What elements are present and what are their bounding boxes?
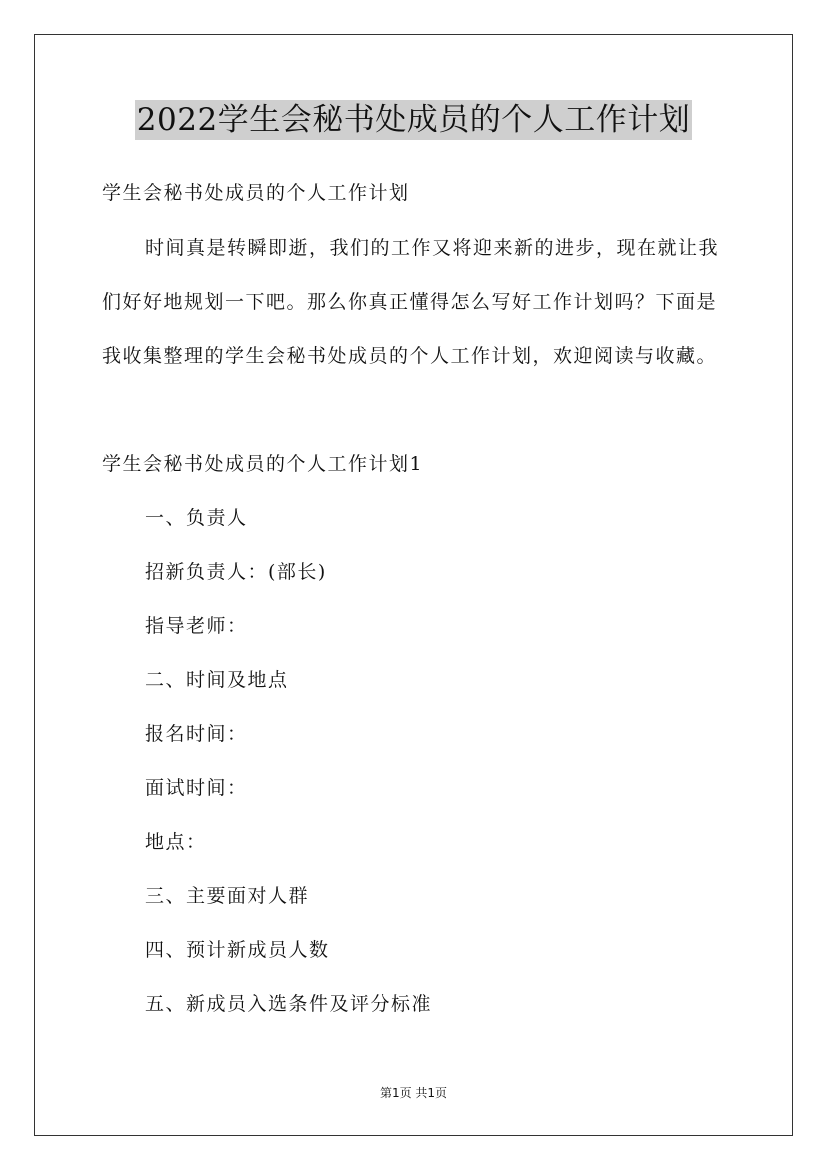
subtitle: 学生会秘书处成员的个人工作计划 [102,182,410,204]
document-title: 2022学生会秘书处成员的个人工作计划 [136,102,691,138]
list-item: 指导老师： [145,615,248,637]
list-item: 招新负责人：(部长) [145,561,327,583]
page-footer: 第1页 共1页 [379,1086,448,1100]
list-item: 五、新成员入选条件及评分标准 [145,993,433,1015]
list-item: 报名时间： [145,723,248,745]
list-item: 面试时间： [145,777,248,799]
section-heading: 学生会秘书处成员的个人工作计划1 [102,453,424,475]
list-item: 三、主要面对人群 [145,885,310,907]
intro-line-1: 时间真是转瞬即逝，我们的工作又将迎来新的进步，现在就让我 [145,237,720,259]
list-item: 四、预计新成员人数 [145,939,330,961]
list-item: 地点： [145,831,207,853]
list-item: 一、负责人 [145,507,248,529]
intro-line-3: 我收集整理的学生会秘书处成员的个人工作计划，欢迎阅读与收藏。 [102,345,718,367]
intro-line-2: 们好好地规划一下吧。那么你真正懂得怎么写好工作计划吗？下面是 [102,291,718,313]
list-item: 二、时间及地点 [145,669,289,691]
